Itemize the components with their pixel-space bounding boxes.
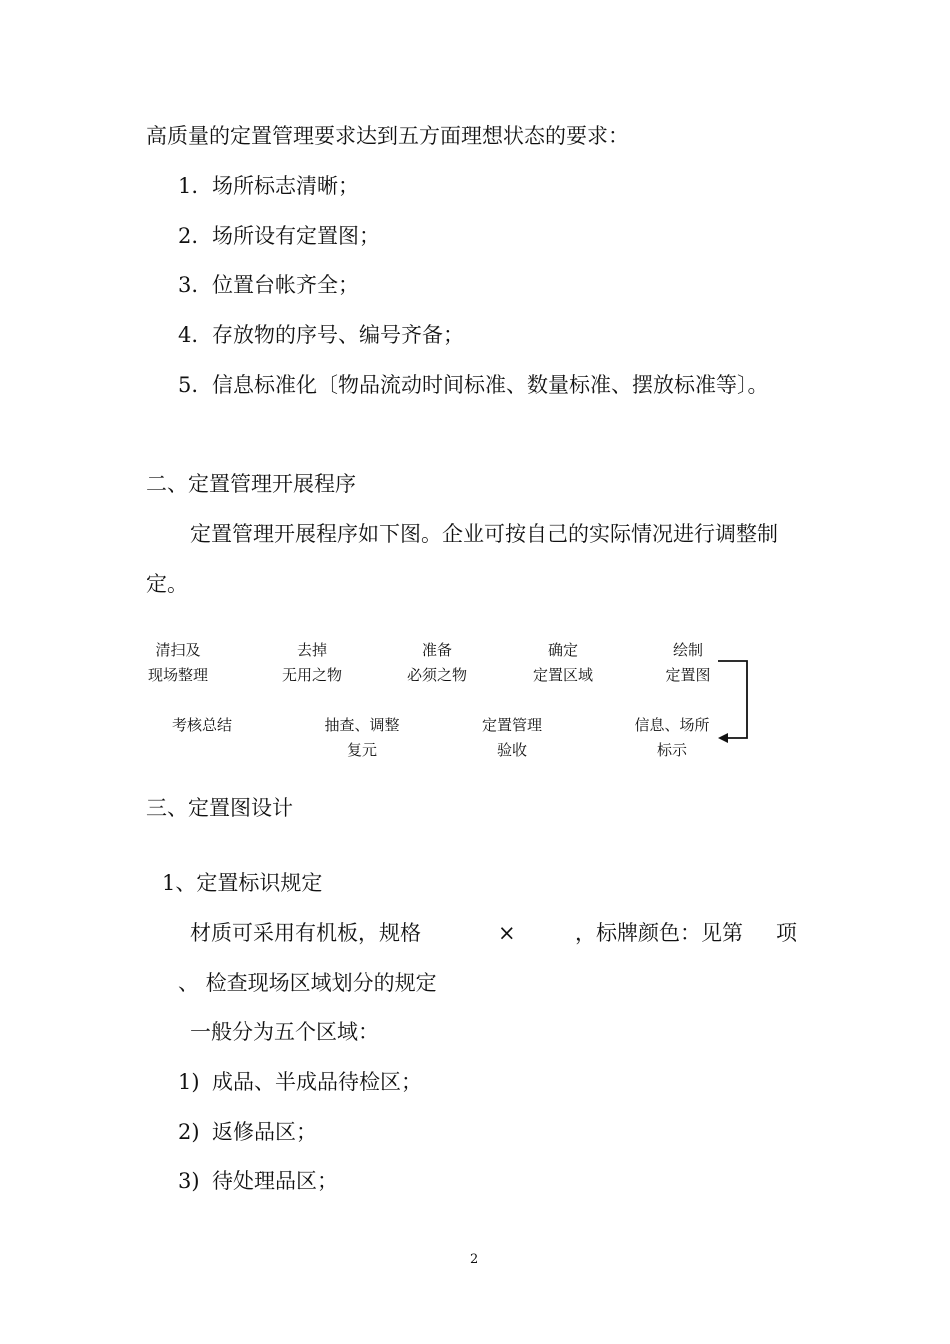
- list-item: [178, 272, 359, 298]
- flow-step-line: 现场整理: [147, 666, 208, 684]
- flow-step-line: 考核总结: [171, 716, 232, 734]
- flow-step-line: 确定: [547, 641, 578, 659]
- list-number: 4.: [178, 323, 199, 347]
- intro-text: 高质量的定置管理要求达到五方面理想状态的要求：: [146, 124, 629, 148]
- flow-step: [397, 640, 477, 685]
- list-text: 返修品区；: [212, 1120, 317, 1144]
- flow-step-line: 定置图: [665, 666, 711, 684]
- list-item: [178, 372, 769, 398]
- list-number: 3): [178, 1169, 200, 1193]
- list-item: [178, 322, 464, 348]
- list-text: 信息标准化〔物品流动时间标准、数量标准、摆放标准等〕。: [212, 373, 769, 397]
- flow-step-line: 信息、场所: [634, 716, 710, 734]
- material-text: 项: [776, 921, 797, 945]
- flow-step-line: 复元: [346, 741, 377, 759]
- flow-step: [648, 640, 728, 685]
- paragraph-line: 定置管理开展程序如下图。企业可按自己的实际情况进行调整制: [190, 522, 778, 546]
- list-number: 2.: [178, 224, 199, 248]
- flow-step: [622, 715, 722, 760]
- list-number: 1.: [178, 174, 199, 198]
- section-heading: 二、定置管理开展程序: [146, 472, 356, 496]
- material-text: ，标牌颜色：见第: [575, 921, 743, 945]
- list-number: 3.: [178, 273, 199, 297]
- flow-step: [138, 640, 218, 685]
- flow-step-line: 去掉: [296, 641, 327, 659]
- list-text: 存放物的序号、编号齐备；: [212, 323, 464, 347]
- flow-step-line: 标示: [656, 741, 687, 759]
- paragraph-line: 一般分为五个区域：: [190, 1020, 379, 1044]
- subsection-heading: 、 检查现场区域划分的规定: [178, 971, 437, 995]
- flow-step: [272, 640, 352, 685]
- flow-step-line: 无用之物: [281, 666, 342, 684]
- flow-step: [472, 715, 552, 760]
- list-number: 2): [178, 1120, 200, 1144]
- flow-step-line: 抽查、调整: [324, 716, 400, 734]
- list-text: 场所标志清晰；: [212, 174, 359, 198]
- list-text: 成品、半成品待检区；: [212, 1070, 422, 1094]
- flow-step-line: 定置管理: [481, 716, 542, 734]
- flow-step-line: 必须之物: [406, 666, 467, 684]
- flow-step: [312, 715, 412, 760]
- list-text: 待处理品区；: [212, 1169, 338, 1193]
- material-text: 材质可采用有机板，规格: [190, 921, 421, 945]
- list-item: [178, 1069, 422, 1095]
- flow-step-line: 清扫及: [155, 641, 201, 659]
- list-number: 5.: [178, 373, 199, 397]
- flow-step-line: 绘制: [672, 641, 703, 659]
- list-item: [178, 223, 380, 249]
- multiply-sign: ×: [498, 921, 516, 945]
- list-item: [178, 1168, 338, 1194]
- section-heading: 三、定置图设计: [146, 796, 293, 820]
- subsection-heading: 1、定置标识规定: [162, 871, 323, 895]
- flow-step: [523, 640, 603, 685]
- flow-step-line: 验收: [496, 741, 527, 759]
- list-text: 场所设有定置图；: [212, 224, 380, 248]
- flow-step: [162, 715, 242, 735]
- flow-step-line: 定置区域: [532, 666, 593, 684]
- list-item: [178, 173, 359, 199]
- list-number: 1): [178, 1070, 200, 1094]
- flow-step-line: 准备: [421, 641, 452, 659]
- page-number: 2: [470, 1252, 479, 1267]
- paragraph-line: 定。: [146, 572, 188, 596]
- list-text: 位置台帐齐全；: [212, 273, 359, 297]
- list-item: [178, 1119, 317, 1145]
